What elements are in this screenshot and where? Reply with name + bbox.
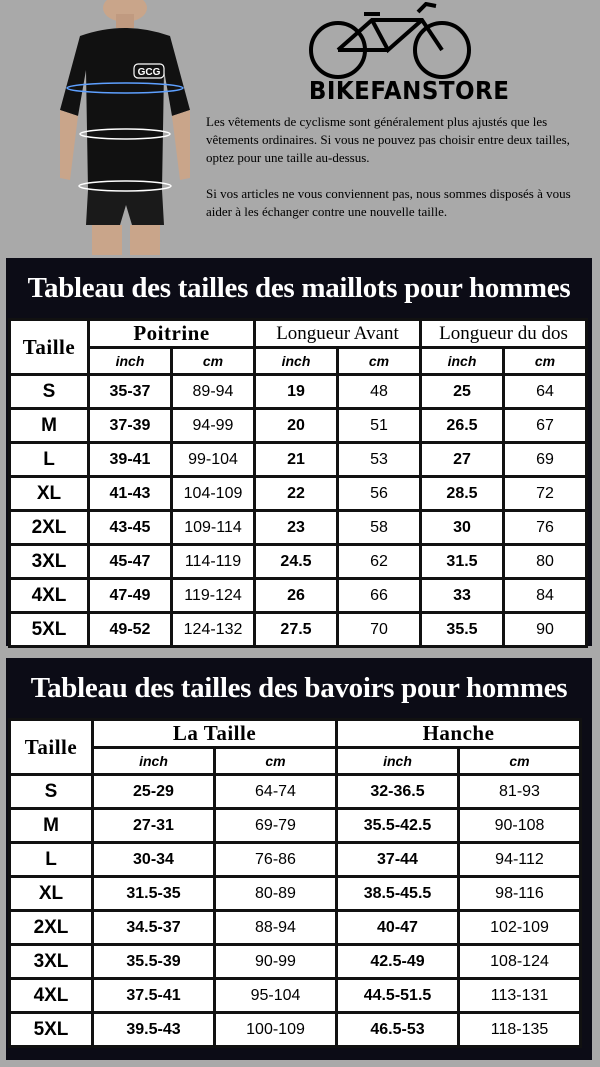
- table-cell: 35.5: [422, 614, 502, 645]
- size-label: L: [11, 844, 91, 875]
- jersey-chart-title: Tableau des tailles des maillots pour hommes: [27, 271, 571, 304]
- table-cell: 81-93: [460, 776, 579, 807]
- table-cell: 94-112: [460, 844, 579, 875]
- size-label: 3XL: [11, 546, 87, 577]
- table-cell: 35-37: [90, 376, 170, 407]
- size-label: S: [11, 376, 87, 407]
- size-label: 4XL: [11, 980, 91, 1011]
- table-cell: 69-79: [216, 810, 335, 841]
- unit-header: cm: [173, 349, 253, 373]
- group-header-chest: Poitrine: [90, 321, 253, 346]
- table-cell: 37-39: [90, 410, 170, 441]
- bib-chart-title: Tableau des tailles des bavoirs pour hommes: [30, 671, 568, 704]
- table-cell: 39.5-43: [94, 1014, 213, 1045]
- table-cell: 43-45: [90, 512, 170, 543]
- size-column-header: Taille: [11, 721, 91, 773]
- size-label: M: [11, 410, 87, 441]
- table-cell: 49-52: [90, 614, 170, 645]
- table-row: [11, 512, 585, 543]
- table-cell: 118-135: [460, 1014, 579, 1045]
- group-header-waist: La Taille: [94, 721, 335, 746]
- table-cell: 90-99: [216, 946, 335, 977]
- table-row: [11, 1014, 579, 1045]
- jersey-size-chart: [6, 258, 592, 646]
- table-cell: 39-41: [90, 444, 170, 475]
- size-label: 5XL: [11, 614, 87, 645]
- unit-header: cm: [505, 349, 585, 373]
- table-cell: 88-94: [216, 912, 335, 943]
- unit-header: cm: [460, 749, 579, 773]
- table-cell: 21: [256, 444, 336, 475]
- table-cell: 53: [339, 444, 419, 475]
- unit-header: inch: [338, 749, 457, 773]
- brand-name: BIKEFANSTORE: [308, 76, 510, 105]
- table-cell: 90: [505, 614, 585, 645]
- table-cell: 25: [422, 376, 502, 407]
- table-cell: 108-124: [460, 946, 579, 977]
- table-cell: 113-131: [460, 980, 579, 1011]
- table-cell: 23: [256, 512, 336, 543]
- group-header-front-length: Longueur Avant: [256, 321, 419, 346]
- table-cell: 109-114: [173, 512, 253, 543]
- table-row: [11, 410, 585, 441]
- group-header-back-length: Longueur du dos: [422, 321, 585, 346]
- unit-header: cm: [339, 349, 419, 373]
- table-cell: 95-104: [216, 980, 335, 1011]
- table-cell: 27: [422, 444, 502, 475]
- table-cell: 33: [422, 580, 502, 611]
- table-cell: 27.5: [256, 614, 336, 645]
- table-cell: 38.5-45.5: [338, 878, 457, 909]
- hero-section: [0, 0, 600, 255]
- table-row: [11, 844, 579, 875]
- table-row: [11, 478, 585, 509]
- table-cell: 114-119: [173, 546, 253, 577]
- unit-header: inch: [90, 349, 170, 373]
- table-cell: 90-108: [460, 810, 579, 841]
- table-cell: 37.5-41: [94, 980, 213, 1011]
- size-label: XL: [11, 878, 91, 909]
- table-cell: 28.5: [422, 478, 502, 509]
- cyclist-model-image: [40, 0, 210, 255]
- table-row: [11, 912, 579, 943]
- table-cell: 30-34: [94, 844, 213, 875]
- table-cell: 119-124: [173, 580, 253, 611]
- table-row: [11, 980, 579, 1011]
- table-row: [11, 376, 585, 407]
- size-label: S: [11, 776, 91, 807]
- unit-header: inch: [422, 349, 502, 373]
- table-cell: 35.5-42.5: [338, 810, 457, 841]
- table-cell: 124-132: [173, 614, 253, 645]
- table-cell: 51: [339, 410, 419, 441]
- table-row: [11, 614, 585, 645]
- table-cell: 25-29: [94, 776, 213, 807]
- table-cell: 99-104: [173, 444, 253, 475]
- intro-paragraph-exchange: Si vos articles ne vous conviennent pas, nous sommes disposés à vous aider à les échanger contre une nouvelle taille.: [206, 186, 571, 219]
- table-cell: 76: [505, 512, 585, 543]
- bib-size-table: [8, 718, 582, 1048]
- table-cell: 22: [256, 478, 336, 509]
- size-label: XL: [11, 478, 87, 509]
- table-row: [11, 776, 579, 807]
- table-cell: 37-44: [338, 844, 457, 875]
- table-cell: 27-31: [94, 810, 213, 841]
- table-cell: 35.5-39: [94, 946, 213, 977]
- table-cell: 48: [339, 376, 419, 407]
- table-cell: 26: [256, 580, 336, 611]
- table-cell: 84: [505, 580, 585, 611]
- table-cell: 98-116: [460, 878, 579, 909]
- table-cell: 31.5: [422, 546, 502, 577]
- unit-header: inch: [94, 749, 213, 773]
- table-cell: 100-109: [216, 1014, 335, 1045]
- table-cell: 46.5-53: [338, 1014, 457, 1045]
- table-cell: 76-86: [216, 844, 335, 875]
- table-row: [11, 444, 585, 475]
- table-cell: 31.5-35: [94, 878, 213, 909]
- table-cell: 62: [339, 546, 419, 577]
- table-cell: 70: [339, 614, 419, 645]
- table-cell: 64-74: [216, 776, 335, 807]
- table-cell: 66: [339, 580, 419, 611]
- table-row: [11, 546, 585, 577]
- table-cell: 34.5-37: [94, 912, 213, 943]
- table-cell: 80: [505, 546, 585, 577]
- size-label: 2XL: [11, 912, 91, 943]
- size-column-header: Taille: [11, 321, 87, 373]
- table-row: [11, 878, 579, 909]
- size-label: 3XL: [11, 946, 91, 977]
- table-cell: 102-109: [460, 912, 579, 943]
- table-cell: 58: [339, 512, 419, 543]
- table-cell: 24.5: [256, 546, 336, 577]
- table-cell: 45-47: [90, 546, 170, 577]
- table-cell: 40-47: [338, 912, 457, 943]
- shirt-logo-text: GCG: [137, 67, 161, 78]
- table-row: [11, 946, 579, 977]
- table-cell: 67: [505, 410, 585, 441]
- jersey-size-table: [8, 318, 588, 648]
- table-cell: 41-43: [90, 478, 170, 509]
- table-cell: 94-99: [173, 410, 253, 441]
- intro-paragraph-fit: Les vêtements de cyclisme sont généralement plus ajustés que les vêtements ordinaires. Si vous ne pouvez pas choisir entre deux tailles, optez pour une taille au-dessus.: [206, 114, 570, 165]
- table-cell: 72: [505, 478, 585, 509]
- table-cell: 64: [505, 376, 585, 407]
- unit-header: cm: [216, 749, 335, 773]
- table-row: [11, 810, 579, 841]
- size-label: 4XL: [11, 580, 87, 611]
- table-cell: 56: [339, 478, 419, 509]
- table-cell: 89-94: [173, 376, 253, 407]
- table-cell: 104-109: [173, 478, 253, 509]
- unit-header: inch: [256, 349, 336, 373]
- size-label: 2XL: [11, 512, 87, 543]
- group-header-hip: Hanche: [338, 721, 579, 746]
- bib-size-chart: [6, 658, 592, 1060]
- table-cell: 47-49: [90, 580, 170, 611]
- table-row: [11, 580, 585, 611]
- table-cell: 26.5: [422, 410, 502, 441]
- table-cell: 42.5-49: [338, 946, 457, 977]
- size-label: 5XL: [11, 1014, 91, 1045]
- table-cell: 80-89: [216, 878, 335, 909]
- table-cell: 19: [256, 376, 336, 407]
- size-label: L: [11, 444, 87, 475]
- table-cell: 20: [256, 410, 336, 441]
- table-cell: 30: [422, 512, 502, 543]
- table-cell: 69: [505, 444, 585, 475]
- table-cell: 32-36.5: [338, 776, 457, 807]
- size-label: M: [11, 810, 91, 841]
- table-cell: 44.5-51.5: [338, 980, 457, 1011]
